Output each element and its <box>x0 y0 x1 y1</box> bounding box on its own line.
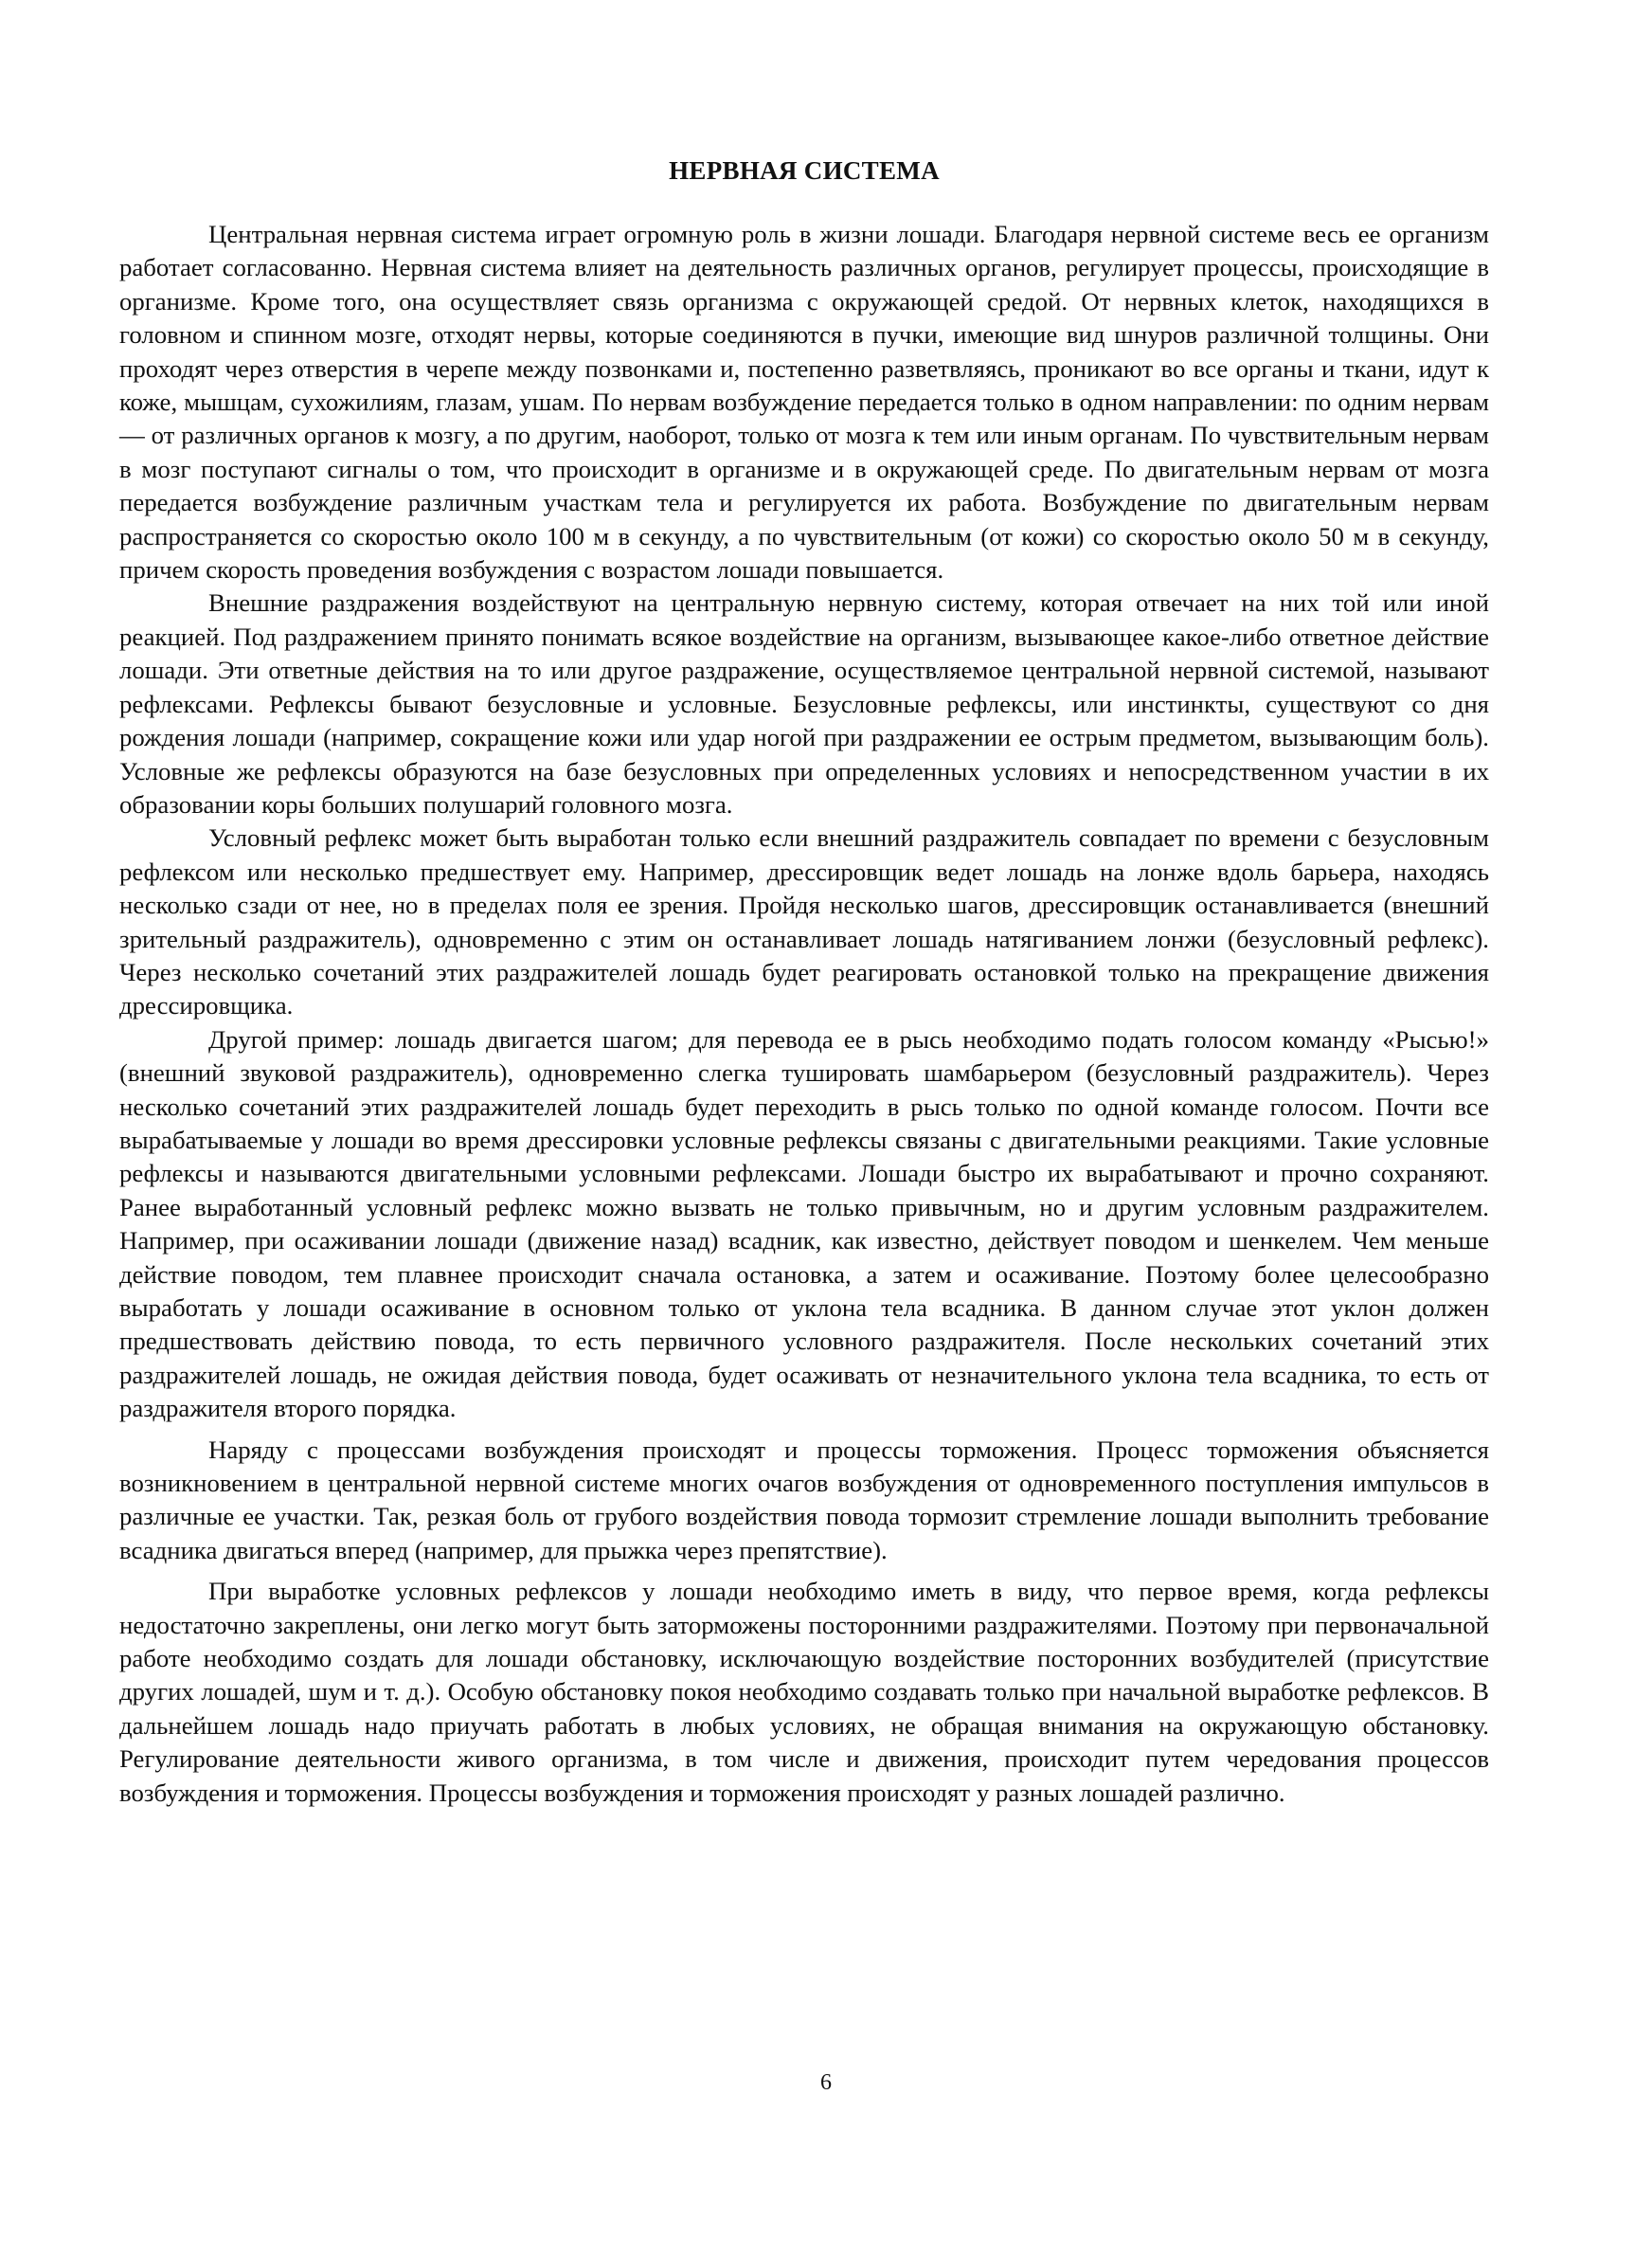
paragraph-5: Наряду с процессами возбуждения происходят и процессы торможения. Процесс торможения объясняется возникновением в центральной нервной системе многих очагов возбуждения от одновременного поступления импульсов в различные ее участки. Так, резкая боль от грубого воздействия повода тормозит стремление лошади выполнить требование всадника двигаться вперед (например, для прыжка через препятствие). <box>119 1435 1489 1564</box>
paragraph-4: Другой пример: лошадь двигается шагом; для перевода ее в рысь необходимо подать голосом команду «Рысью!» (внешний звуковой раздражитель), одновременно слегка тушировать шамбарьером (безусловный раздражитель). Через несколько сочетаний этих раздражителей лошадь будет переходить в рысь только по одной команде голосом. Почти все вырабатываемые у лошади во время дрессировки условные рефлексы связаны с двигательными реакциями. Такие условные рефлексы и называются двигательными условными рефлексами. Лошади быстро их вырабатывают и прочно сохраняют. Ранее выработанный условный рефлекс можно вызвать не только привычным, но и другим условным раздражителем. Например, при осаживании лошади (движение назад) всадник, как известно, действует поводом и шенкелем. Чем меньше действие поводом, тем плавнее происходит сначала остановка, а затем и осаживание. Поэтому более целесообразно выработать у лошади осаживание в основном только от уклона тела всадника. В данном случае этот уклон должен предшествовать действию повода, то есть первичного условного раздражителя. После нескольких сочетаний этих раздражителей лошадь, не ожидая действия повода, будет осаживать от незначительного уклона тела всадника, то есть от раздражителя второго порядка. <box>119 1024 1489 1423</box>
page-title: НЕРВНАЯ СИСТЕМА <box>669 156 940 185</box>
body-text <box>119 218 1489 1810</box>
paragraph-3: Условный рефлекс может быть выработан только если внешний раздражитель совпадает по времени с безусловным рефлексом или несколько предшествует ему. Например, дрессировщик ведет лошадь на лонже вдоль барьера, находясь несколько сзади от нее, но в пределах поля ее зрения. Пройдя несколько шагов, дрессировщик останавливается (внешний зрительный раздражитель), одновременно с этим он останавливает лошадь натягиванием лонжи (безусловный рефлекс). Через несколько сочетаний этих раздражителей лошадь будет реагировать остановкой только на прекращение движения дрессировщика. <box>119 823 1489 1020</box>
paragraph-6: При выработке условных рефлексов у лошади необходимо иметь в виду, что первое время, когда рефлексы недостаточно закреплены, они легко могут быть заторможены посторонними раздражителями. Поэтому при первоначальной работе необходимо создать для лошади обстановку, исключающую воздействие посторонних возбудителей (присутствие других лошадей, шум и т. д.). Особую обстановку покоя необходимо создавать только при начальной выработке рефлексов. В дальнейшем лошадь надо приучать работать в любых условиях, не обращая внимания на окружающую обстановку. Регулирование деятельности живого организма, в том числе и движения, происходит путем чередования процессов возбуждения и торможения. Процессы возбуждения и торможения происходят у разных лошадей различно. <box>119 1577 1489 1807</box>
paragraph-2: Внешние раздражения воздействуют на центральную нервную систему, которая отвечает на них той или иной реакцией. Под раздражением принято понимать всякое воздействие на организм, вызывающее какое-либо ответное действие лошади. Эти ответные действия на то или другое раздражение, осуществляемое центральной нервной системой, называют рефлексами. Рефлексы бывают безусловные и условные. Безусловные рефлексы, или инстинкты, существуют со дня рождения лошади (например, сокращение кожи или удар ногой при раздражении ее острым предметом, вызывающим боль). Условные же рефлексы образуются на базе безусловных при определенных условиях и непосредственном участии в их образовании коры больших полушарий головного мозга. <box>119 588 1489 819</box>
page-number: 6 <box>820 2070 832 2095</box>
paragraph-1: Центральная нервная система играет огромную роль в жизни лошади. Благодаря нервной системе весь ее организм работает согласованно. Нервная система влияет на деятельность различных органов, регулирует процессы, происходящие в организме. Кроме того, она осуществляет связь организма с окружающей средой. От нервных клеток, находящихся в головном и спинном мозге, отходят нервы, которые соединяются в пучки, имеющие вид шнуров различной толщины. Они проходят через отверстия в черепе между позвонками и, постепенно разветвляясь, проникают во все органы и ткани, идут к коже, мышцам, сухожилиям, глазам, ушам. По нервам возбуждение передается только в одном направлении: по одним нервам — от различных органов к мозгу, а по другим, наоборот, только от мозга к тем или иным органам. По чувствительным нервам в мозг поступают сигналы о том, что происходит в организме и в окружающей среде. По двигательным нервам от мозга передается возбуждение различным участкам тела и регулируется их работа. Возбуждение по двигательным нервам распространяется со скоростью около 100 м в секунду, а по чувствительным (от кожи) со скоростью около 50 м в секунду, причем скорость проведения возбуждения с возрастом лошади повышается. <box>119 220 1489 585</box>
document-page <box>119 152 1489 1810</box>
